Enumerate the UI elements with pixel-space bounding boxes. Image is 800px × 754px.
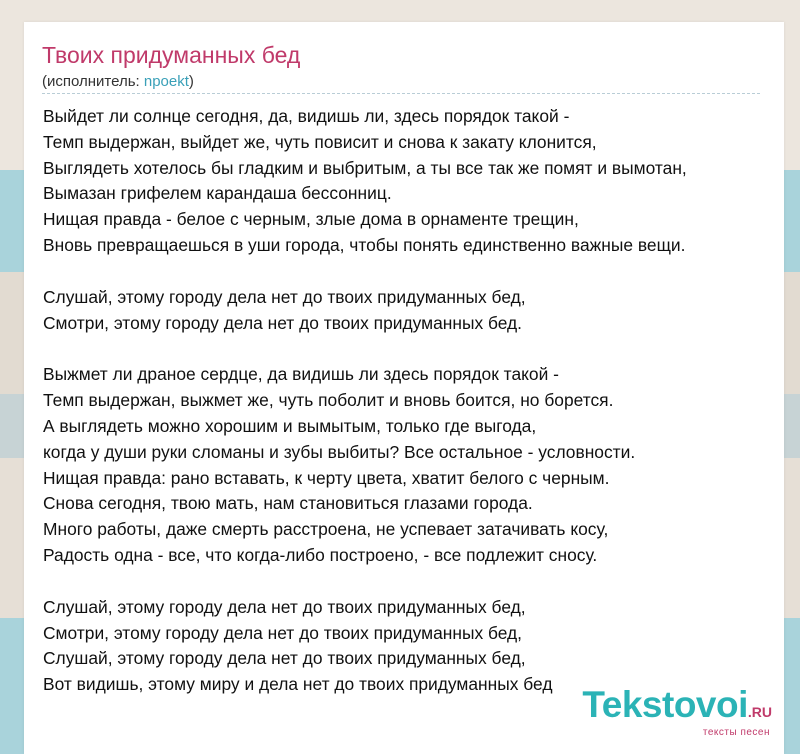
artist-link[interactable]: npoekt bbox=[143, 73, 189, 90]
lyrics-stanza bbox=[43, 362, 687, 568]
lyrics-card bbox=[24, 22, 784, 754]
lyrics-line: Смотри, этому городу дела нет до твоих придуманных бед. bbox=[43, 312, 523, 333]
lyrics-line: Радость одна - все, что когда-либо построено, - все подлежит сносу. bbox=[43, 544, 598, 565]
lyrics-line: Темп выдержан, выйдет же, чуть повисит и снова к закату клонится, bbox=[43, 131, 597, 152]
lyrics-line: Слушай, этому городу дела нет до твоих придуманных бед, bbox=[43, 286, 526, 307]
lyrics-line: Темп выдержан, выжмет же, чуть поболит и вновь боится, но борется. bbox=[43, 390, 614, 411]
lyrics-line: Выжмет ли драное сердце, да видишь ли здесь порядок такой - bbox=[43, 364, 559, 385]
lyrics-line: Вновь превращаешься в уши города, чтобы понять единственно важные вещи. bbox=[43, 234, 686, 255]
lyrics-line: Нищая правда - белое с черным, злые дома в орнаменте трещин, bbox=[43, 209, 579, 230]
artist-suffix: ) bbox=[188, 73, 194, 90]
lyrics-line: Выглядеть хотелось бы гладким и выбритым, а ты все так же помят и вымотан, bbox=[43, 157, 687, 178]
lyrics-line: Вымазан грифелем карандаша бессонниц. bbox=[43, 183, 392, 204]
artist-line bbox=[42, 73, 194, 90]
logo-name: Tekstovoi bbox=[582, 684, 748, 725]
lyrics-body bbox=[43, 104, 687, 724]
lyrics-line: когда у души руки сломаны и зубы выбиты? Все остальное - условности. bbox=[43, 441, 636, 462]
lyrics-line: Слушай, этому городу дела нет до твоих придуманных бед, bbox=[43, 648, 526, 669]
site-logo[interactable] bbox=[582, 684, 772, 738]
song-title: Твоих придуманных бед bbox=[42, 42, 301, 68]
lyrics-stanza bbox=[43, 595, 687, 698]
lyrics-line: Много работы, даже смерть расстроена, не успевает затачивать косу, bbox=[43, 519, 609, 540]
logo-tld: .RU bbox=[747, 704, 772, 720]
lyrics-line: Нищая правда: рано вставать, к черту цвета, хватит белого с черным. bbox=[43, 467, 610, 488]
lyrics-stanza bbox=[43, 104, 687, 259]
lyrics-line: Выйдет ли солнце сегодня, да, видишь ли, здесь порядок такой - bbox=[43, 106, 570, 126]
lyrics-line: Смотри, этому городу дела нет до твоих придуманных бед, bbox=[43, 622, 523, 643]
lyrics-stanza bbox=[43, 285, 687, 337]
lyrics-line: Вот видишь, этому миру и дела нет до твоих придуманных бед bbox=[43, 674, 553, 695]
lyrics-line: А выглядеть можно хорошим и вымытым, только где выгода, bbox=[43, 415, 537, 436]
lyrics-line: Снова сегодня, твою мать, нам становиться глазами города. bbox=[43, 493, 533, 514]
title-separator bbox=[42, 93, 760, 94]
lyrics-line: Слушай, этому городу дела нет до твоих придуманных бед, bbox=[43, 596, 526, 617]
logo-tagline: тексты песен bbox=[702, 727, 770, 738]
artist-prefix: (исполнитель: bbox=[42, 73, 144, 90]
